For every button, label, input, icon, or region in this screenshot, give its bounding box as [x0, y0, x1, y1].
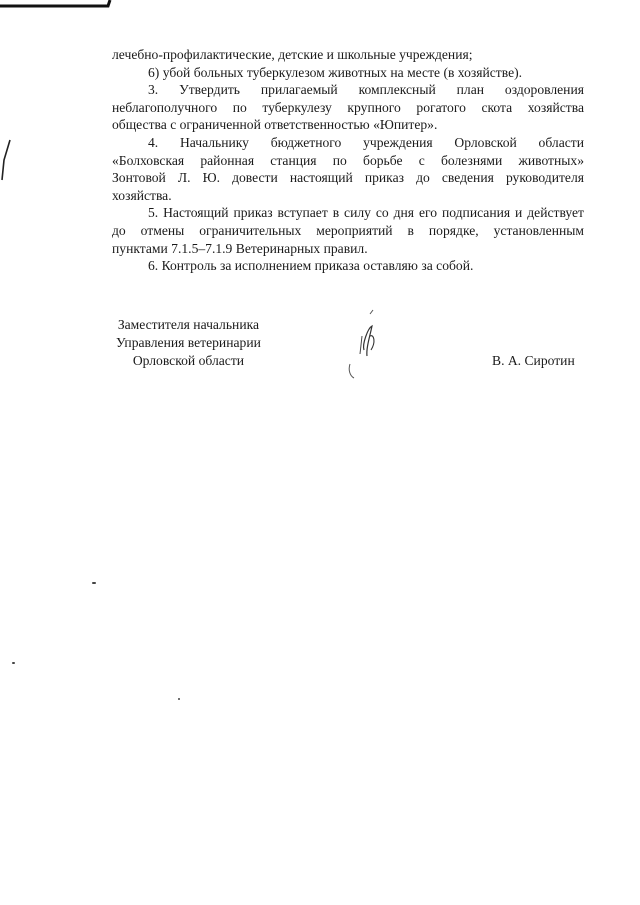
text-line-13: 6. Контроль за исполнением приказа оставляю за собой.	[148, 258, 474, 274]
scan-edge-mark	[0, 0, 112, 14]
position-line-3: Орловской области	[132, 353, 245, 368]
text-line-10: 5. Настоящий приказ вступает в силу со дня его подписания и действует	[148, 205, 584, 221]
signer-position	[116, 316, 261, 370]
scan-speck	[92, 582, 96, 584]
text-line-1: лечебно-профилактические, детские и школьные учреждения;	[112, 47, 473, 62]
text-line-3: 3. Утвердить прилагаемый комплексный план оздоровления	[148, 82, 584, 98]
text-line-4: неблагополучного по туберкулезу крупного рогатого скота хозяйства	[112, 99, 584, 115]
text-line-7: «Болховская районная станция по борьбе с болезнями животных»	[112, 152, 584, 168]
signer-name: В. А. Сиротин	[492, 353, 575, 368]
text-line-5: общества с ограниченной ответственностью «Юпитер».	[112, 117, 438, 133]
text-line-6: 4. Начальнику бюджетного учреждения Орловской области	[148, 134, 584, 150]
text-line-9: хозяйства.	[112, 187, 172, 203]
scan-speck	[178, 698, 180, 700]
text-line-2: 6) убой больных туберкулезом животных на месте (в хозяйстве).	[148, 64, 523, 80]
text-line-8: Зонтовой Л. Ю. довести настоящий приказ до сведения руководителя	[112, 170, 584, 186]
position-line-2: Управления ветеринарии	[116, 335, 261, 350]
margin-check-mark	[0, 138, 14, 182]
position-line-1: Заместителя начальника	[117, 317, 260, 332]
text-line-11: до отмены ограничительных мероприятий в порядке, установленным	[112, 222, 584, 238]
text-line-12: пунктами 7.1.5–7.1.9 Ветеринарных правил.	[112, 240, 368, 256]
order-body-text	[112, 46, 584, 275]
scan-speck	[12, 662, 15, 664]
handwritten-signature	[340, 306, 390, 386]
